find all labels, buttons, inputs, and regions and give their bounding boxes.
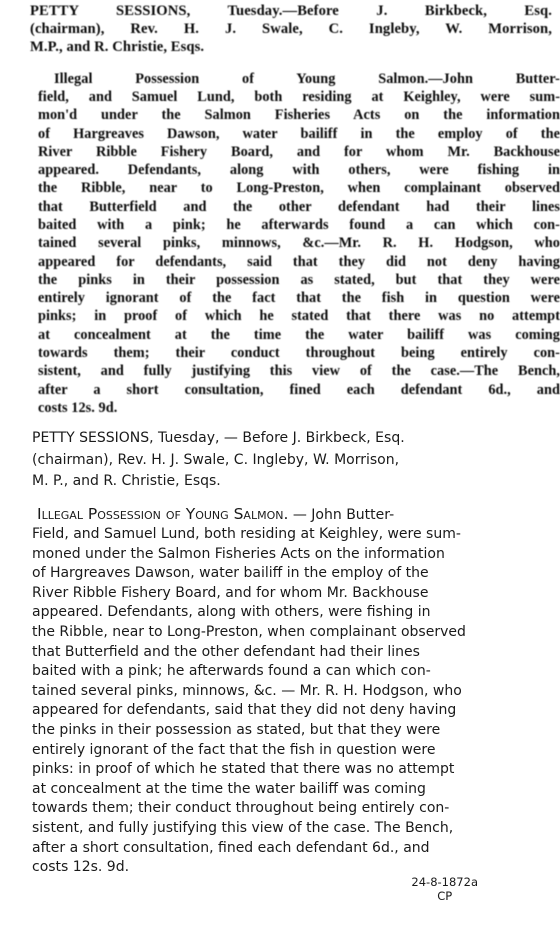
transcription-heading-line: (chairman), Rev. H. J. Swale, C. Ingleby, W. Morrison,: [32, 451, 400, 468]
article-title-rest: — John Butter-: [288, 506, 395, 523]
transcription-body-line: costs 12s. 9d.: [32, 859, 130, 876]
transcription-article: [32, 505, 532, 878]
transcription: [32, 428, 532, 878]
clipping-article-line: after a short consultation, fined each defendant 6d., and: [38, 381, 560, 398]
clipping-article-line: River Ribble Fishery Board, and for whom Mr. Backhouse: [38, 143, 560, 160]
clipping-article-line: pinks; in proof of which he stated that there was no attempt: [38, 308, 560, 325]
clipping-article-line: sistent, and fully justifying this view of the case.—The Bench,: [38, 363, 560, 380]
clipping-heading: [22, 2, 552, 57]
footer-stamp: [411, 875, 478, 903]
transcription-heading-line: M. P., and R. Christie, Esqs.: [32, 473, 221, 489]
clipping-article-line: Illegal Possession of Young Salmon.—John Butter-: [54, 70, 560, 87]
transcription-body-line: tained several pinks, minnows, &c. — Mr. R. H. Hodgson, who: [32, 682, 462, 699]
clipping-article-line: that Butterfield and the other defendant had their lines: [38, 198, 560, 215]
clipping-article-line: costs 12s. 9d.: [38, 399, 118, 416]
clipping-article-line: the pinks in their possession as stated, but that they were: [38, 271, 560, 288]
clipping-article: [22, 70, 560, 418]
clipping-article-line: field, and Samuel Lund, both residing at Keighley, were sum-: [38, 88, 560, 105]
clipping-article-line: appeared for defendants, said that they did not deny having: [38, 253, 560, 270]
clipping-heading-line: M.P., and R. Christie, Esqs.: [30, 39, 205, 56]
clipping-article-line: the Ribble, near to Long-Preston, when complainant observed: [38, 180, 560, 197]
transcription-body-line: of Hargreaves Dawson, water bailiff in the employ of the: [32, 565, 429, 582]
article-title: Illegal Possession of Young Salmon.: [37, 504, 289, 523]
clipping-heading-line: PETTY SESSIONS, Tuesday.—Before J. Birkbeck, Esq.: [30, 3, 552, 19]
transcription-body-line: Field, and Samuel Lund, both residing at Keighley, were sum-: [32, 526, 461, 543]
footer-initials: CP: [437, 889, 453, 903]
clipping-article-line: tained several pinks, minnows, &c.—Mr. R. H. Hodgson, who: [38, 235, 560, 252]
clipping-article-line: entirely ignorant of the fact that the fish in question were: [38, 290, 560, 307]
transcription-body-line: baited with a pink; he afterwards found a can which con-: [32, 663, 431, 680]
clipping-heading-line: (chairman), Rev. H. J. Swale, C. Ingleby, W. Morrison,: [30, 21, 552, 38]
transcription-first-line: [32, 505, 532, 526]
transcription-body-line: entirely ignorant of the fact that the fish in question were: [32, 741, 436, 758]
clipping-article-line: towards them; their conduct throughout being entirely con-: [38, 345, 560, 362]
clipping-article-line: of Hargreaves Dawson, water bailiff in the employ of the: [38, 125, 560, 142]
clipping-article-line: baited with a pink; he afterwards found a can which con-: [38, 216, 560, 233]
footer-date: 24-8-1872a: [411, 875, 478, 889]
transcription-body-line: at concealment at the time the water bailiff was coming: [32, 780, 426, 797]
transcription-body-line: sistent, and fully justifying this view of the case. The Bench,: [32, 820, 454, 836]
transcription-body-lines: [32, 525, 532, 878]
transcription-heading-line: PETTY SESSIONS, Tuesday, — Before J. Birkbeck, Esq.: [32, 430, 405, 446]
clipping-article-line: appeared. Defendants, along with others, were fishing in: [38, 162, 560, 179]
transcription-body-line: appeared. Defendants, along with others, were fishing in: [32, 604, 431, 621]
transcription-body-line: pinks: in proof of which he stated that there was no attempt: [32, 761, 455, 778]
transcription-body-line: that Butterfield and the other defendant had their lines: [32, 643, 420, 660]
transcription-body-line: River Ribble Fishery Board, and for whom Mr. Backhouse: [32, 584, 429, 601]
transcription-body-line: the Ribble, near to Long-Preston, when complainant observed: [32, 624, 466, 641]
transcription-body-line: appeared for defendants, said that they did not deny having: [32, 702, 457, 719]
transcription-body-line: after a short consultation, fined each defendant 6d., and: [32, 839, 430, 856]
transcription-heading: [32, 428, 532, 493]
transcription-body-line: the pinks in their possession as stated, but that they were: [32, 722, 441, 739]
transcription-body-line: towards them; their conduct throughout being entirely con-: [32, 800, 450, 817]
clipping-article-line: at concealment at the time the water bailiff was coming: [38, 326, 560, 343]
clipping-article-line: mon'd under the Salmon Fisheries Acts on the information: [38, 107, 560, 124]
newspaper-clipping: [22, 2, 560, 416]
transcription-body-line: moned under the Salmon Fisheries Acts on the information: [32, 545, 445, 562]
